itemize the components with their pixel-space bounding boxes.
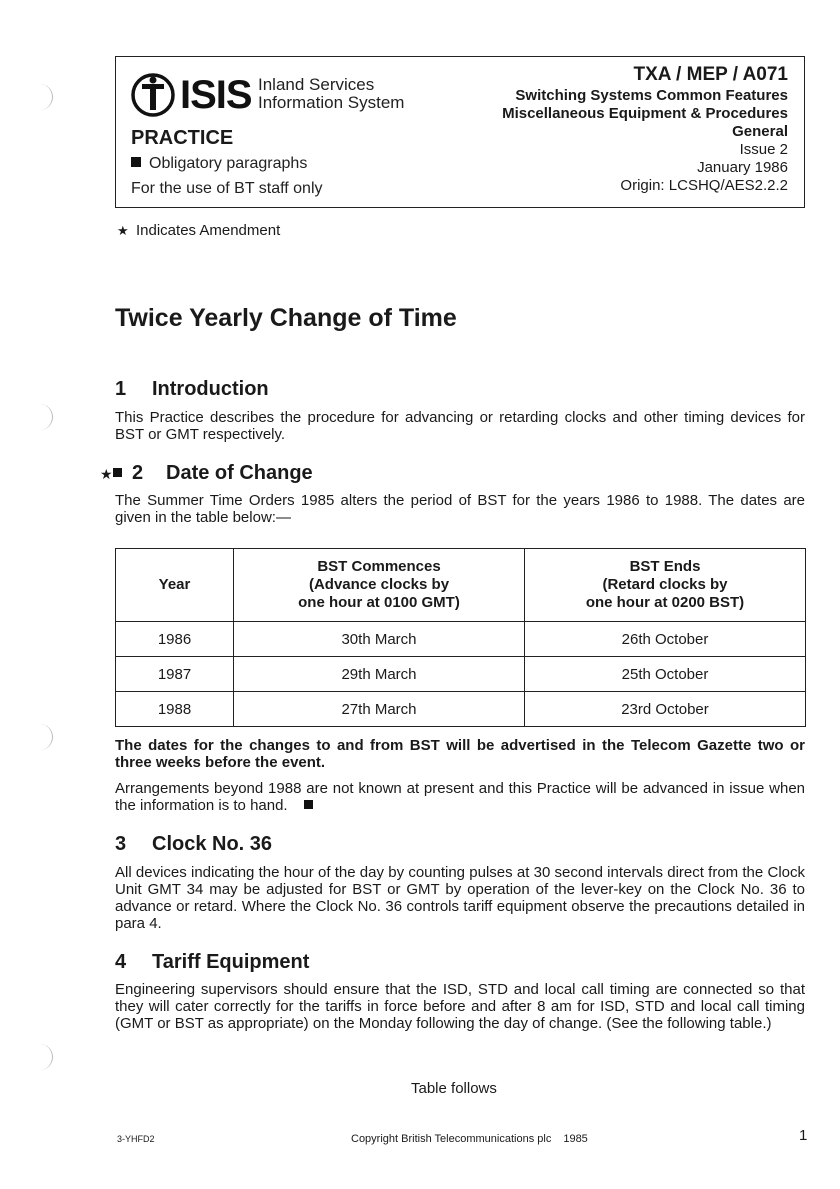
section-heading: ★ 2 Date of Change — [100, 462, 313, 484]
section-text: The Summer Time Orders 1985 alters the period of BST for the years 1986 to 1988. The dates are given in the table below:— — [115, 492, 805, 526]
staff-note: For the use of BT staff only — [131, 180, 323, 197]
section-text: All devices indicating the hour of the day by counting pulses at 30 second intervals direct from the Clock Unit GMT 34 may be adjusted for BST or GMT by operation of the lever-key on the Clock No. 36 to advance or retard. Where the Clock No. 36 controls tariff equipment observe the precautions detailed in para 4. — [115, 864, 805, 932]
obligatory-square-icon — [304, 800, 313, 809]
punch-hole — [36, 1044, 53, 1070]
table-cell-ends: 25th October — [525, 657, 806, 692]
subject-line: Miscellaneous Equipment & Procedures — [502, 105, 788, 122]
issue-date: January 1986 — [697, 159, 788, 176]
document-title: Twice Yearly Change of Time — [115, 304, 457, 332]
table-cell-ends: 23rd October — [525, 692, 806, 727]
table-header-ends: BST Ends (Retard clocks by one hour at 0200 BST) — [525, 549, 806, 622]
table-follows-note: Table follows — [411, 1080, 497, 1097]
section-text: Arrangements beyond 1988 are not known at present and this Practice will be advanced in issue when the information is to hand. — [115, 780, 805, 814]
document-reference: TXA / MEP / A071 — [633, 64, 788, 85]
gazette-note: The dates for the changes to and from BST will be advertised in the Telecom Gazette two or three weeks before the event. — [115, 737, 805, 771]
table-row — [116, 692, 806, 727]
logo-wordmark: ISIS — [180, 73, 252, 117]
table-cell-commences: 29th March — [234, 657, 525, 692]
subject-line: Switching Systems Common Features — [515, 87, 788, 104]
table-cell-ends: 26th October — [525, 622, 806, 657]
table-cell-year: 1987 — [116, 657, 234, 692]
issue-number: Issue 2 — [739, 141, 788, 158]
subject-line: General — [732, 123, 788, 140]
punch-hole — [36, 724, 53, 750]
section-heading: 1 Introduction — [115, 378, 269, 400]
punch-hole — [36, 404, 53, 430]
table-header-year: Year — [116, 549, 234, 622]
table-cell-commences: 27th March — [234, 692, 525, 727]
table-cell-year: 1986 — [116, 622, 234, 657]
header-reference-block — [502, 63, 788, 195]
origin: Origin: LCSHQ/AES2.2.2 — [620, 177, 788, 194]
isis-logo — [130, 72, 430, 122]
page-number: 1 — [799, 1127, 808, 1144]
section-text: This Practice describes the procedure for advancing or retarding clocks and other timing devices for BST or GMT respectively. — [115, 409, 805, 443]
practice-label: PRACTICE — [131, 127, 234, 149]
footer-copyright: Copyright British Telecommunications plc 1985 — [351, 1133, 588, 1145]
section-heading: 3 Clock No. 36 — [115, 833, 273, 855]
section-heading: 4 Tariff Equipment — [115, 951, 310, 973]
footer-code: 3-YHFD2 — [117, 1134, 155, 1144]
punch-hole — [36, 84, 53, 110]
bt-piper-icon — [130, 72, 176, 118]
star-icon: ★ — [100, 466, 113, 482]
obligatory-square-icon — [131, 157, 141, 167]
amendment-note: ★ Indicates Amendment — [117, 222, 281, 239]
star-icon: ★ — [117, 223, 129, 238]
table-row — [116, 657, 806, 692]
section-text: Engineering supervisors should ensure that the ISD, STD and local call timing are connected so that they will cater correctly for the tariffs in force before and after 8 am for ISD, STD and local call timing (GMT or BST as appropriate) on the Monday following the day of change. (See the following table.) — [115, 981, 805, 1032]
table-cell-commences: 30th March — [234, 622, 525, 657]
obligatory-square-icon — [113, 468, 122, 477]
obligatory-note: Obligatory paragraphs — [131, 155, 307, 173]
table-header-commences: BST Commences (Advance clocks by one hour at 0100 GMT) — [234, 549, 525, 622]
table-row — [116, 622, 806, 657]
bst-dates-table — [115, 548, 806, 727]
table-cell-year: 1988 — [116, 692, 234, 727]
logo-subtitle: Inland Services Information System — [258, 75, 405, 112]
